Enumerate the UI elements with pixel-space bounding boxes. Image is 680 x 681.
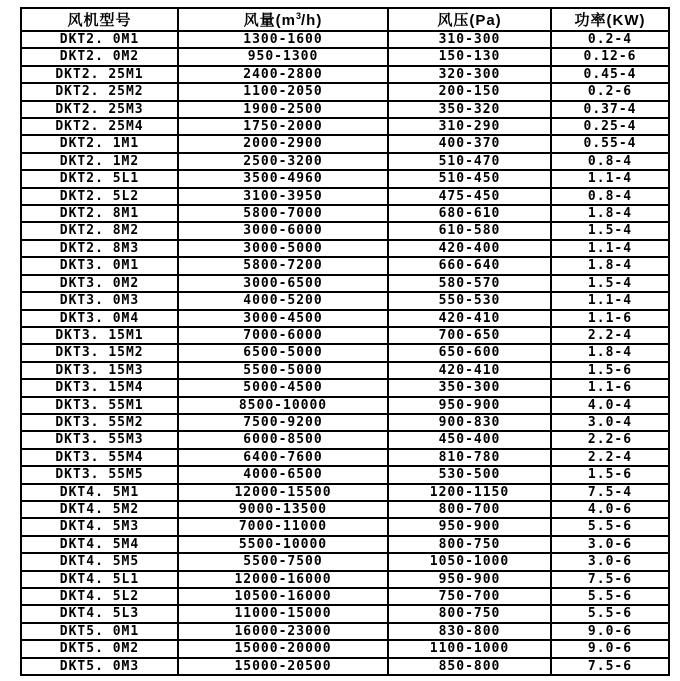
cell-power: 7.5-6 <box>551 571 669 588</box>
table-row <box>21 31 669 48</box>
cell-volume: 950-1300 <box>178 48 388 65</box>
cell-volume: 5800-7200 <box>178 257 388 274</box>
header-power: 功率(KW) <box>551 8 669 31</box>
header-volume-prefix: 风量(m <box>243 12 296 29</box>
cell-pressure: 420-410 <box>388 310 551 327</box>
cell-model: DKT3. 55M3 <box>21 431 178 448</box>
cell-volume: 1900-2500 <box>178 101 388 118</box>
cell-volume: 9000-13500 <box>178 501 388 518</box>
cell-pressure: 850-800 <box>388 658 551 675</box>
cell-power: 1.5-4 <box>551 222 669 239</box>
cell-power: 2.2-4 <box>551 449 669 466</box>
cell-power: 1.5-4 <box>551 275 669 292</box>
cell-volume: 4000-5200 <box>178 292 388 309</box>
cell-volume: 15000-20000 <box>178 640 388 657</box>
cell-model: DKT3. 0M1 <box>21 257 178 274</box>
cell-power: 5.5-6 <box>551 518 669 535</box>
cell-model: DKT3. 0M3 <box>21 292 178 309</box>
cell-model: DKT2. 25M1 <box>21 66 178 83</box>
cell-power: 0.2-6 <box>551 83 669 100</box>
cell-power: 5.5-6 <box>551 588 669 605</box>
cell-model: DKT4. 5M2 <box>21 501 178 518</box>
cell-volume: 5000-4500 <box>178 379 388 396</box>
table-row <box>21 397 669 414</box>
cell-pressure: 580-570 <box>388 275 551 292</box>
cell-model: DKT2. 8M3 <box>21 240 178 257</box>
cell-power: 1.8-4 <box>551 344 669 361</box>
table-row <box>21 153 669 170</box>
cell-pressure: 810-780 <box>388 449 551 466</box>
cell-power: 1.5-6 <box>551 362 669 379</box>
cell-power: 0.45-4 <box>551 66 669 83</box>
cell-power: 3.0-6 <box>551 536 669 553</box>
cell-pressure: 750-700 <box>388 588 551 605</box>
cell-power: 0.55-4 <box>551 135 669 152</box>
table-row <box>21 518 669 535</box>
cell-pressure: 350-320 <box>388 101 551 118</box>
cell-pressure: 420-410 <box>388 362 551 379</box>
cell-model: DKT5. 0M2 <box>21 640 178 657</box>
cell-model: DKT2. 8M2 <box>21 222 178 239</box>
table-row <box>21 571 669 588</box>
cell-volume: 1100-2050 <box>178 83 388 100</box>
cell-pressure: 510-470 <box>388 153 551 170</box>
cell-power: 1.5-6 <box>551 466 669 483</box>
cell-volume: 3000-5000 <box>178 240 388 257</box>
table-row <box>21 66 669 83</box>
cell-power: 1.1-6 <box>551 379 669 396</box>
table-row <box>21 466 669 483</box>
cell-model: DKT4. 5M4 <box>21 536 178 553</box>
table-row <box>21 327 669 344</box>
cell-pressure: 310-300 <box>388 31 551 48</box>
table-row <box>21 414 669 431</box>
cell-model: DKT2. 25M3 <box>21 101 178 118</box>
cell-volume: 5800-7000 <box>178 205 388 222</box>
cell-volume: 2000-2900 <box>178 135 388 152</box>
cell-pressure: 550-530 <box>388 292 551 309</box>
cell-model: DKT3. 55M4 <box>21 449 178 466</box>
cell-volume: 3000-6500 <box>178 275 388 292</box>
cell-pressure: 800-700 <box>388 501 551 518</box>
table-row <box>21 240 669 257</box>
cell-pressure: 1050-1000 <box>388 553 551 570</box>
cell-pressure: 700-650 <box>388 327 551 344</box>
cell-volume: 5500-7500 <box>178 553 388 570</box>
table-row <box>21 588 669 605</box>
cell-pressure: 530-500 <box>388 466 551 483</box>
cell-model: DKT4. 5M5 <box>21 553 178 570</box>
cell-model: DKT2. 5L1 <box>21 170 178 187</box>
table-row <box>21 101 669 118</box>
cell-power: 9.0-6 <box>551 623 669 640</box>
cell-pressure: 510-450 <box>388 170 551 187</box>
cell-volume: 4000-6500 <box>178 466 388 483</box>
cell-model: DKT4. 5L2 <box>21 588 178 605</box>
cell-pressure: 900-830 <box>388 414 551 431</box>
table-row <box>21 553 669 570</box>
cell-power: 4.0-4 <box>551 397 669 414</box>
table-row <box>21 362 669 379</box>
table-row <box>21 205 669 222</box>
table-row <box>21 431 669 448</box>
cell-pressure: 950-900 <box>388 397 551 414</box>
cell-pressure: 610-580 <box>388 222 551 239</box>
cell-power: 5.5-6 <box>551 605 669 622</box>
cell-volume: 5500-5000 <box>178 362 388 379</box>
table-row <box>21 292 669 309</box>
table-row <box>21 222 669 239</box>
cell-pressure: 450-400 <box>388 431 551 448</box>
cell-model: DKT3. 0M2 <box>21 275 178 292</box>
cell-model: DKT2. 5L2 <box>21 188 178 205</box>
cell-volume: 6400-7600 <box>178 449 388 466</box>
cell-power: 0.37-4 <box>551 101 669 118</box>
cell-volume: 1300-1600 <box>178 31 388 48</box>
cell-power: 2.2-4 <box>551 327 669 344</box>
cell-model: DKT3. 15M3 <box>21 362 178 379</box>
cell-power: 0.12-6 <box>551 48 669 65</box>
table-row <box>21 658 669 675</box>
cell-pressure: 320-300 <box>388 66 551 83</box>
table-row <box>21 83 669 100</box>
cell-model: DKT3. 55M5 <box>21 466 178 483</box>
cell-model: DKT2. 0M1 <box>21 31 178 48</box>
header-volume <box>178 8 388 31</box>
cell-power: 1.1-4 <box>551 170 669 187</box>
table-row <box>21 344 669 361</box>
table-row <box>21 536 669 553</box>
cell-model: DKT3. 55M1 <box>21 397 178 414</box>
cell-model: DKT2. 25M2 <box>21 83 178 100</box>
cell-pressure: 150-130 <box>388 48 551 65</box>
cell-volume: 2500-3200 <box>178 153 388 170</box>
cell-volume: 5500-10000 <box>178 536 388 553</box>
cell-volume: 3100-3950 <box>178 188 388 205</box>
table-row <box>21 170 669 187</box>
cell-volume: 11000-15000 <box>178 605 388 622</box>
cell-model: DKT3. 15M2 <box>21 344 178 361</box>
cell-volume: 3000-4500 <box>178 310 388 327</box>
header-pressure: 风压(Pa) <box>388 8 551 31</box>
cell-pressure: 830-800 <box>388 623 551 640</box>
table-row <box>21 257 669 274</box>
cell-volume: 7500-9200 <box>178 414 388 431</box>
table-row <box>21 135 669 152</box>
table-row <box>21 48 669 65</box>
cell-power: 2.2-6 <box>551 431 669 448</box>
fan-spec-table <box>20 7 670 676</box>
cell-pressure: 680-610 <box>388 205 551 222</box>
table-row <box>21 605 669 622</box>
cell-pressure: 350-300 <box>388 379 551 396</box>
cell-power: 4.0-6 <box>551 501 669 518</box>
cell-model: DKT2. 1M1 <box>21 135 178 152</box>
table-row <box>21 310 669 327</box>
cell-volume: 7000-11000 <box>178 518 388 535</box>
cell-pressure: 650-600 <box>388 344 551 361</box>
header-row <box>21 8 669 31</box>
table-row <box>21 640 669 657</box>
cell-pressure: 950-900 <box>388 571 551 588</box>
table-row <box>21 118 669 135</box>
cell-model: DKT3. 15M4 <box>21 379 178 396</box>
cell-pressure: 950-900 <box>388 518 551 535</box>
cell-volume: 3500-4960 <box>178 170 388 187</box>
cell-model: DKT4. 5M1 <box>21 484 178 501</box>
table-body <box>21 31 669 675</box>
table-row <box>21 449 669 466</box>
cell-pressure: 800-750 <box>388 536 551 553</box>
cell-volume: 8500-10000 <box>178 397 388 414</box>
table-row <box>21 188 669 205</box>
header-model: 风机型号 <box>21 8 178 31</box>
cell-power: 0.25-4 <box>551 118 669 135</box>
cell-model: DKT2. 8M1 <box>21 205 178 222</box>
header-volume-superscript: 3 <box>296 11 302 21</box>
cell-power: 0.8-4 <box>551 153 669 170</box>
cell-power: 7.5-4 <box>551 484 669 501</box>
cell-model: DKT4. 5M3 <box>21 518 178 535</box>
cell-volume: 3000-6000 <box>178 222 388 239</box>
cell-power: 3.0-4 <box>551 414 669 431</box>
table-row <box>21 484 669 501</box>
table-row <box>21 501 669 518</box>
cell-power: 9.0-6 <box>551 640 669 657</box>
cell-pressure: 1100-1000 <box>388 640 551 657</box>
cell-power: 0.8-4 <box>551 188 669 205</box>
cell-volume: 12000-15500 <box>178 484 388 501</box>
cell-volume: 12000-16000 <box>178 571 388 588</box>
cell-power: 7.5-6 <box>551 658 669 675</box>
cell-volume: 7000-6000 <box>178 327 388 344</box>
cell-pressure: 310-290 <box>388 118 551 135</box>
cell-power: 1.8-4 <box>551 205 669 222</box>
cell-volume: 2400-2800 <box>178 66 388 83</box>
cell-volume: 6500-5000 <box>178 344 388 361</box>
cell-volume: 10500-16000 <box>178 588 388 605</box>
cell-pressure: 475-450 <box>388 188 551 205</box>
cell-model: DKT2. 0M2 <box>21 48 178 65</box>
cell-power: 1.1-4 <box>551 240 669 257</box>
cell-model: DKT2. 25M4 <box>21 118 178 135</box>
cell-volume: 1750-2000 <box>178 118 388 135</box>
cell-pressure: 400-370 <box>388 135 551 152</box>
cell-power: 1.1-4 <box>551 292 669 309</box>
table-row <box>21 379 669 396</box>
table-row <box>21 623 669 640</box>
cell-power: 1.1-6 <box>551 310 669 327</box>
table-row <box>21 275 669 292</box>
cell-model: DKT3. 0M4 <box>21 310 178 327</box>
cell-pressure: 420-400 <box>388 240 551 257</box>
cell-model: DKT5. 0M1 <box>21 623 178 640</box>
cell-volume: 15000-20500 <box>178 658 388 675</box>
cell-pressure: 660-640 <box>388 257 551 274</box>
header-volume-suffix: /h) <box>301 12 323 29</box>
cell-pressure: 200-150 <box>388 83 551 100</box>
cell-model: DKT5. 0M3 <box>21 658 178 675</box>
cell-pressure: 1200-1150 <box>388 484 551 501</box>
cell-model: DKT2. 1M2 <box>21 153 178 170</box>
cell-volume: 6000-8500 <box>178 431 388 448</box>
cell-model: DKT3. 55M2 <box>21 414 178 431</box>
cell-model: DKT4. 5L1 <box>21 571 178 588</box>
cell-model: DKT4. 5L3 <box>21 605 178 622</box>
cell-volume: 16000-23000 <box>178 623 388 640</box>
cell-power: 1.8-4 <box>551 257 669 274</box>
cell-model: DKT3. 15M1 <box>21 327 178 344</box>
cell-power: 0.2-4 <box>551 31 669 48</box>
cell-pressure: 800-750 <box>388 605 551 622</box>
cell-power: 3.0-6 <box>551 553 669 570</box>
